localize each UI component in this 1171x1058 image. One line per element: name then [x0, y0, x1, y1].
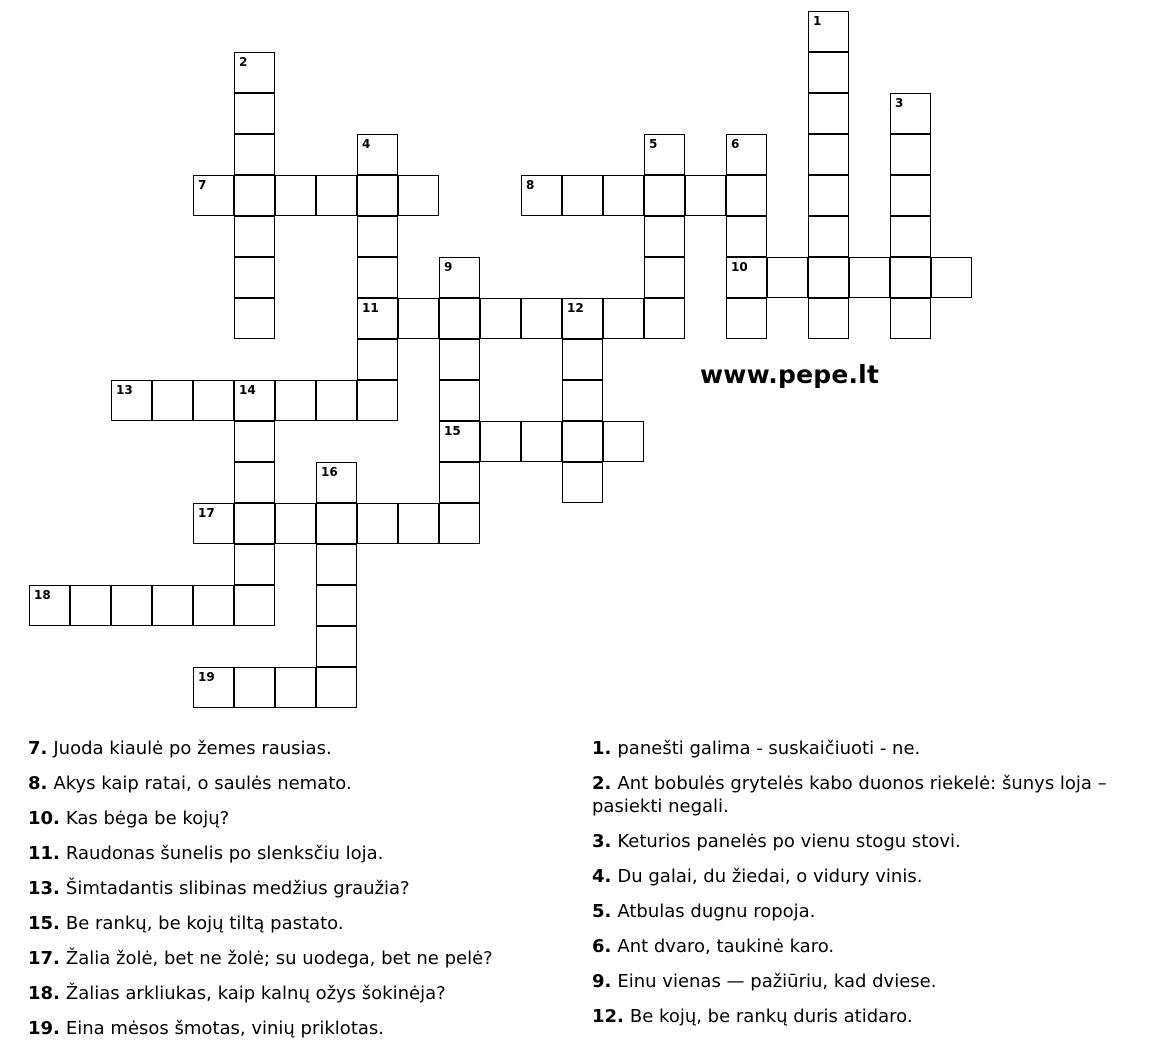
- crossword-cell[interactable]: [439, 257, 480, 298]
- crossword-cell[interactable]: [316, 544, 357, 585]
- crossword-cell[interactable]: [357, 216, 398, 257]
- clue-number: 13.: [28, 878, 60, 899]
- down-clues: [592, 737, 1167, 1040]
- clue-17: [28, 947, 568, 970]
- crossword-cell[interactable]: [808, 134, 849, 175]
- crossword-cell[interactable]: [234, 93, 275, 134]
- crossword-cell[interactable]: [357, 175, 398, 216]
- clue-text: Be rankų, be kojų tiltą pastato.: [65, 913, 344, 934]
- cell-number: 12: [567, 301, 584, 315]
- clue-number: 9.: [592, 971, 612, 992]
- clue-text: Eina mėsos šmotas, vinių priklotas.: [65, 1018, 385, 1039]
- clue-text: Keturios panelės po vienu stogu stovi.: [617, 831, 961, 852]
- crossword-cell[interactable]: [234, 421, 275, 462]
- clue-12: [592, 1005, 1167, 1028]
- crossword-cell[interactable]: [726, 216, 767, 257]
- crossword-cell[interactable]: [357, 257, 398, 298]
- crossword-cell[interactable]: [603, 298, 644, 339]
- crossword-cell[interactable]: [890, 216, 931, 257]
- crossword-cell[interactable]: [316, 503, 357, 544]
- clue-text: Ant bobulės grytelės kabo duonos riekelė: šunys loja – pasiekti negali.: [592, 773, 1107, 817]
- crossword-cell[interactable]: [234, 298, 275, 339]
- clue-text: Juoda kiaulė po žemes rausias.: [53, 738, 332, 759]
- clue-text: Ant dvaro, taukinė karo.: [617, 936, 835, 957]
- clue-text: Einu vienas — pažiūriu, kad dviese.: [617, 971, 937, 992]
- crossword-cell[interactable]: [644, 175, 685, 216]
- crossword-cell[interactable]: [70, 585, 111, 626]
- cell-number: 7: [198, 178, 207, 192]
- crossword-cell[interactable]: [398, 298, 439, 339]
- crossword-cell[interactable]: [193, 380, 234, 421]
- cell-number: 15: [444, 424, 461, 438]
- crossword-cell[interactable]: [562, 462, 603, 503]
- cell-number: 10: [731, 260, 748, 274]
- clue-text: Akys kaip ratai, o saulės nemato.: [53, 773, 352, 794]
- clue-6: [592, 935, 1167, 958]
- crossword-cell[interactable]: [521, 175, 562, 216]
- crossword-cell[interactable]: [726, 257, 767, 298]
- cell-number: 5: [649, 137, 658, 151]
- crossword-cell[interactable]: [726, 298, 767, 339]
- crossword-cell[interactable]: [234, 667, 275, 708]
- cell-number: 8: [526, 178, 535, 192]
- crossword-cell[interactable]: [562, 339, 603, 380]
- crossword-cell[interactable]: [275, 503, 316, 544]
- crossword-cell[interactable]: [234, 462, 275, 503]
- crossword-cell[interactable]: [152, 380, 193, 421]
- clue-number: 17.: [28, 948, 60, 969]
- crossword-cell[interactable]: [726, 134, 767, 175]
- crossword-cell[interactable]: [808, 11, 849, 52]
- crossword-cell[interactable]: [521, 421, 562, 462]
- cell-number: 6: [731, 137, 740, 151]
- crossword-cell[interactable]: [111, 585, 152, 626]
- clue-number: 1.: [592, 738, 612, 759]
- crossword-cell[interactable]: [562, 175, 603, 216]
- clue-1: [592, 737, 1167, 760]
- crossword-cell[interactable]: [480, 298, 521, 339]
- clue-text: Du galai, du žiedai, o vidury vinis.: [617, 866, 923, 887]
- crossword-cell[interactable]: [685, 175, 726, 216]
- clue-number: 11.: [28, 843, 60, 864]
- clue-2: [592, 772, 1167, 818]
- crossword-cell[interactable]: [316, 380, 357, 421]
- crossword-cell[interactable]: [931, 257, 972, 298]
- clue-number: 5.: [592, 901, 612, 922]
- cell-number: 17: [198, 506, 215, 520]
- clue-text: Be kojų, be rankų duris atidaro.: [629, 1006, 913, 1027]
- crossword-cell[interactable]: [275, 380, 316, 421]
- clue-number: 15.: [28, 913, 60, 934]
- clue-number: 4.: [592, 866, 612, 887]
- crossword-cell[interactable]: [357, 339, 398, 380]
- clue-19: [28, 1017, 568, 1040]
- clue-15: [28, 912, 568, 935]
- clue-11: [28, 842, 568, 865]
- clue-9: [592, 970, 1167, 993]
- crossword-cell[interactable]: [193, 667, 234, 708]
- crossword-cell[interactable]: [316, 585, 357, 626]
- clue-5: [592, 900, 1167, 923]
- crossword-cell[interactable]: [234, 134, 275, 175]
- crossword-cell[interactable]: [234, 585, 275, 626]
- crossword-cell[interactable]: [439, 421, 480, 462]
- crossword-cell[interactable]: [890, 93, 931, 134]
- crossword-cell[interactable]: [193, 175, 234, 216]
- across-clues: [28, 737, 568, 1052]
- clue-13: [28, 877, 568, 900]
- crossword-cell[interactable]: [316, 626, 357, 667]
- crossword-cell[interactable]: [644, 298, 685, 339]
- crossword-cell[interactable]: [29, 585, 70, 626]
- crossword-cell[interactable]: [808, 257, 849, 298]
- crossword-cell[interactable]: [644, 134, 685, 175]
- crossword-cell[interactable]: [193, 503, 234, 544]
- cell-number: 18: [34, 588, 51, 602]
- crossword-cell[interactable]: [439, 339, 480, 380]
- crossword-cell[interactable]: [193, 585, 234, 626]
- crossword-cell[interactable]: [234, 52, 275, 93]
- cell-number: 9: [444, 260, 453, 274]
- clue-number: 19.: [28, 1018, 60, 1039]
- cell-number: 2: [239, 55, 248, 69]
- crossword-cell[interactable]: [767, 257, 808, 298]
- crossword-cell[interactable]: [439, 462, 480, 503]
- crossword-cell[interactable]: [275, 667, 316, 708]
- crossword-cell[interactable]: [316, 462, 357, 503]
- crossword-cell[interactable]: [890, 134, 931, 175]
- crossword-cell[interactable]: [603, 421, 644, 462]
- crossword-cell[interactable]: [562, 421, 603, 462]
- crossword-cell[interactable]: [316, 175, 357, 216]
- crossword-cell[interactable]: [480, 421, 521, 462]
- crossword-cell[interactable]: [890, 298, 931, 339]
- clue-number: 2.: [592, 773, 612, 794]
- crossword-cell[interactable]: [439, 503, 480, 544]
- cell-number: 16: [321, 465, 338, 479]
- crossword-cell[interactable]: [439, 298, 480, 339]
- crossword-cell[interactable]: [234, 175, 275, 216]
- crossword-cell[interactable]: [234, 257, 275, 298]
- clue-18: [28, 982, 568, 1005]
- crossword-cell[interactable]: [398, 175, 439, 216]
- crossword-cell[interactable]: [439, 380, 480, 421]
- crossword-cell[interactable]: [275, 175, 316, 216]
- clue-10: [28, 807, 568, 830]
- clue-text: Atbulas dugnu ropoja.: [617, 901, 816, 922]
- clue-number: 8.: [28, 773, 48, 794]
- crossword-cell[interactable]: [316, 667, 357, 708]
- cell-number: 11: [362, 301, 379, 315]
- crossword-cell[interactable]: [398, 503, 439, 544]
- clue-text: Raudonas šunelis po slenksčiu loja.: [65, 843, 384, 864]
- clue-number: 3.: [592, 831, 612, 852]
- crossword-cell[interactable]: [357, 298, 398, 339]
- crossword-cell[interactable]: [562, 298, 603, 339]
- cell-number: 4: [362, 137, 371, 151]
- crossword-cell[interactable]: [808, 175, 849, 216]
- clue-7: [28, 737, 568, 760]
- crossword-cell[interactable]: [521, 298, 562, 339]
- clue-number: 6.: [592, 936, 612, 957]
- clue-text: Žalia žolė, bet ne žolė; su uodega, bet ne pelė?: [65, 948, 493, 969]
- clue-number: 7.: [28, 738, 48, 759]
- clue-number: 12.: [592, 1006, 624, 1027]
- crossword-cell[interactable]: [808, 52, 849, 93]
- clue-text: Šimtadantis slibinas medžius graužia?: [65, 878, 410, 899]
- clue-4: [592, 865, 1167, 888]
- crossword-cell[interactable]: [644, 257, 685, 298]
- clue-number: 18.: [28, 983, 60, 1004]
- crossword-cell[interactable]: [234, 544, 275, 585]
- crossword-cell[interactable]: [644, 216, 685, 257]
- crossword-cell[interactable]: [357, 134, 398, 175]
- crossword-cell[interactable]: [603, 175, 644, 216]
- crossword-cell[interactable]: [234, 380, 275, 421]
- crossword-cell[interactable]: [808, 93, 849, 134]
- clue-3: [592, 830, 1167, 853]
- cell-number: 13: [116, 383, 133, 397]
- crossword-cell[interactable]: [357, 503, 398, 544]
- crossword-cell[interactable]: [808, 216, 849, 257]
- cell-number: 3: [895, 96, 904, 110]
- crossword-cell[interactable]: [111, 380, 152, 421]
- crossword-cell[interactable]: [890, 175, 931, 216]
- crossword-cell[interactable]: [234, 216, 275, 257]
- crossword-cell[interactable]: [849, 257, 890, 298]
- crossword-cell[interactable]: [357, 380, 398, 421]
- crossword-cell[interactable]: [152, 585, 193, 626]
- clue-8: [28, 772, 568, 795]
- crossword-cell[interactable]: [234, 503, 275, 544]
- clue-text: Kas bėga be kojų?: [65, 808, 230, 829]
- crossword-cell[interactable]: [726, 175, 767, 216]
- cell-number: 19: [198, 670, 215, 684]
- cell-number: 14: [239, 383, 256, 397]
- crossword-cell[interactable]: [562, 380, 603, 421]
- clue-text: panešti galima - suskaičiuoti - ne.: [617, 738, 921, 759]
- clue-text: Žalias arkliukas, kaip kalnų ožys šokinėja?: [65, 983, 446, 1004]
- crossword-cell[interactable]: [808, 298, 849, 339]
- cell-number: 1: [813, 14, 822, 28]
- crossword-cell[interactable]: [890, 257, 931, 298]
- website-label: www.pepe.lt: [700, 360, 880, 389]
- clue-number: 10.: [28, 808, 60, 829]
